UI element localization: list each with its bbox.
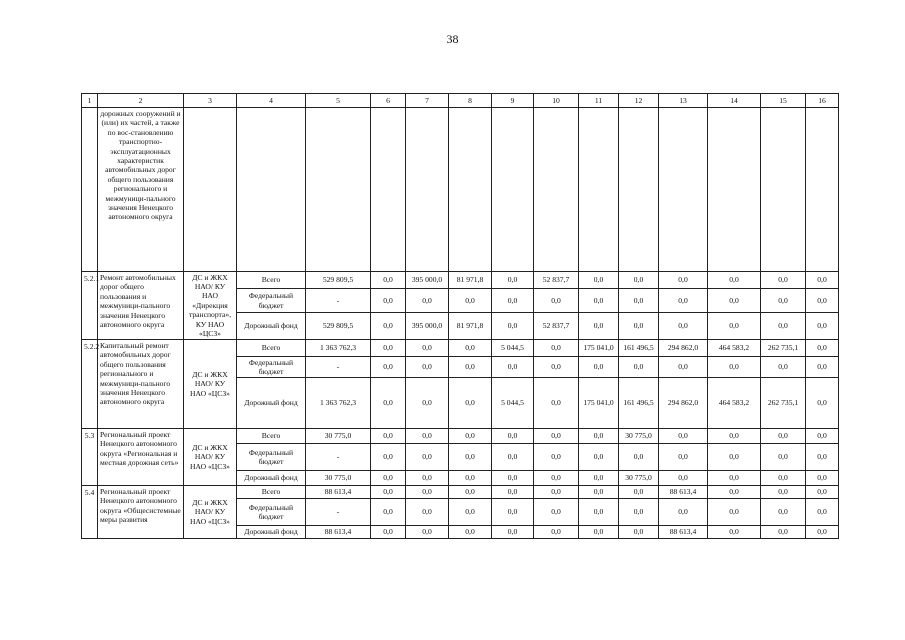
row-index: 5.4 xyxy=(82,486,98,539)
column-number-16: 16 xyxy=(806,94,839,108)
row-name: Ремонт автомобильных дорог общего пользования и межмуници-пального значения Ненецкого автономного округа xyxy=(98,272,184,340)
value-cell: 294 862,0 xyxy=(659,378,708,429)
table-row xyxy=(82,429,839,444)
value-cell: 0,0 xyxy=(406,289,449,313)
value-cell: 0,0 xyxy=(449,499,492,526)
value-cell: 0,0 xyxy=(406,444,449,471)
value-cell: 0,0 xyxy=(659,499,708,526)
column-number-12: 12 xyxy=(619,94,659,108)
table-body xyxy=(82,94,839,539)
value-cell: 0,0 xyxy=(619,313,659,340)
value-cell: 0,0 xyxy=(806,313,839,340)
value-cell: 0,0 xyxy=(579,357,619,378)
column-number-3: 3 xyxy=(184,94,237,108)
value-cell: 0,0 xyxy=(806,429,839,444)
value-cell: 0,0 xyxy=(761,499,806,526)
value-cell: 0,0 xyxy=(708,444,761,471)
value-cell: 161 496,5 xyxy=(619,378,659,429)
value-cell: 529 809,5 xyxy=(306,313,371,340)
value-cell: 0,0 xyxy=(708,429,761,444)
empty-cell xyxy=(492,108,534,272)
value-cell: 0,0 xyxy=(534,471,579,486)
value-cell: 0,0 xyxy=(619,486,659,499)
funding-source: Всего xyxy=(237,272,306,289)
funding-source: Дорожный фонд xyxy=(237,471,306,486)
empty-cell xyxy=(449,108,492,272)
value-cell: 0,0 xyxy=(534,444,579,471)
value-cell: 0,0 xyxy=(534,429,579,444)
value-cell: 464 583,2 xyxy=(708,340,761,357)
table-row xyxy=(82,486,839,499)
value-cell: 30 775,0 xyxy=(306,471,371,486)
value-cell: 88 613,4 xyxy=(306,486,371,499)
empty-cell xyxy=(659,108,708,272)
value-cell: 161 496,5 xyxy=(619,340,659,357)
column-number-1: 1 xyxy=(82,94,98,108)
value-cell: 0,0 xyxy=(708,289,761,313)
value-cell: 529 809,5 xyxy=(306,272,371,289)
value-cell: 0,0 xyxy=(449,357,492,378)
value-cell: 0,0 xyxy=(579,486,619,499)
value-cell: 0,0 xyxy=(371,499,406,526)
value-cell: 0,0 xyxy=(619,357,659,378)
column-number-11: 11 xyxy=(579,94,619,108)
value-cell: 0,0 xyxy=(761,471,806,486)
value-cell: 0,0 xyxy=(579,313,619,340)
continuation-text: дорожных сооружений и (или) их частей, а также по вос-становлению транспортно-эксплуатационных характеристик автомобильных дорог общего пользования регионального и межмуници-пального значения Ненецкого автономного округа xyxy=(98,108,184,272)
column-number-15: 15 xyxy=(761,94,806,108)
value-cell: - xyxy=(306,289,371,313)
value-cell: 0,0 xyxy=(806,486,839,499)
column-number-2: 2 xyxy=(98,94,184,108)
value-cell: 0,0 xyxy=(579,272,619,289)
value-cell: 5 044,5 xyxy=(492,378,534,429)
value-cell: 0,0 xyxy=(371,471,406,486)
value-cell: 0,0 xyxy=(708,471,761,486)
value-cell: 0,0 xyxy=(579,429,619,444)
value-cell: 0,0 xyxy=(806,499,839,526)
value-cell: 0,0 xyxy=(534,289,579,313)
value-cell: 0,0 xyxy=(371,289,406,313)
value-cell: 0,0 xyxy=(659,289,708,313)
value-cell: 0,0 xyxy=(708,486,761,499)
value-cell: 0,0 xyxy=(806,272,839,289)
row-executor: ДС и ЖКХ НАО/ КУ НАО «Дирекция транспорта», КУ НАО «ЦСЗ» xyxy=(184,272,237,340)
row-index: 5.3 xyxy=(82,429,98,486)
value-cell: 0,0 xyxy=(406,357,449,378)
value-cell: 0,0 xyxy=(579,526,619,539)
value-cell: 0,0 xyxy=(492,444,534,471)
value-cell: 0,0 xyxy=(534,499,579,526)
value-cell: 0,0 xyxy=(659,444,708,471)
funding-source: Всего xyxy=(237,429,306,444)
value-cell: 0,0 xyxy=(449,289,492,313)
value-cell: 0,0 xyxy=(371,444,406,471)
empty-cell xyxy=(82,108,98,272)
funding-source: Федеральный бюджет xyxy=(237,357,306,378)
value-cell: 0,0 xyxy=(708,272,761,289)
value-cell: 0,0 xyxy=(534,378,579,429)
value-cell: 0,0 xyxy=(406,526,449,539)
value-cell: 0,0 xyxy=(659,357,708,378)
value-cell: 0,0 xyxy=(492,289,534,313)
value-cell: 395 000,0 xyxy=(406,313,449,340)
value-cell: 30 775,0 xyxy=(619,471,659,486)
value-cell: 0,0 xyxy=(371,526,406,539)
continuation-row xyxy=(82,108,839,272)
value-cell: 30 775,0 xyxy=(619,429,659,444)
funding-source: Дорожный фонд xyxy=(237,378,306,429)
value-cell: 0,0 xyxy=(492,499,534,526)
row-name: Капитальный ремонт автомобильных дорог общего пользования регионального и межмуници-пального значения Ненецкого автономного округа xyxy=(98,340,184,429)
value-cell: - xyxy=(306,357,371,378)
value-cell: 0,0 xyxy=(619,444,659,471)
column-number-9: 9 xyxy=(492,94,534,108)
column-number-10: 10 xyxy=(534,94,579,108)
value-cell: 0,0 xyxy=(708,313,761,340)
funding-source: Федеральный бюджет xyxy=(237,444,306,471)
column-number-6: 6 xyxy=(371,94,406,108)
value-cell: 0,0 xyxy=(806,357,839,378)
value-cell: 0,0 xyxy=(449,340,492,357)
value-cell: 81 971,8 xyxy=(449,272,492,289)
value-cell: 0,0 xyxy=(659,471,708,486)
column-number-8: 8 xyxy=(449,94,492,108)
value-cell: 0,0 xyxy=(619,526,659,539)
value-cell: 0,0 xyxy=(449,526,492,539)
value-cell: 0,0 xyxy=(806,444,839,471)
value-cell: 0,0 xyxy=(761,272,806,289)
value-cell: 30 775,0 xyxy=(306,429,371,444)
page-number: 38 xyxy=(446,32,459,46)
funding-source: Всего xyxy=(237,486,306,499)
value-cell: 0,0 xyxy=(492,313,534,340)
value-cell: 0,0 xyxy=(492,429,534,444)
value-cell: 0,0 xyxy=(406,378,449,429)
value-cell: 0,0 xyxy=(806,378,839,429)
row-executor: ДС и ЖКХ НАО/ КУ НАО «ЦСЗ» xyxy=(184,486,237,539)
value-cell: 0,0 xyxy=(371,486,406,499)
value-cell: 88 613,4 xyxy=(306,526,371,539)
value-cell: 0,0 xyxy=(708,499,761,526)
value-cell: 262 735,1 xyxy=(761,340,806,357)
value-cell: 0,0 xyxy=(406,471,449,486)
budget-table xyxy=(81,93,839,539)
value-cell: 0,0 xyxy=(492,357,534,378)
row-executor: ДС и ЖКХ НАО/ КУ НАО «ЦСЗ» xyxy=(184,429,237,486)
funding-source: Федеральный бюджет xyxy=(237,289,306,313)
value-cell: 0,0 xyxy=(806,340,839,357)
value-cell: 0,0 xyxy=(708,526,761,539)
row-name: Региональный проект Ненецкого автономного округа «Региональная и местная дорожная сеть» xyxy=(98,429,184,486)
column-number-13: 13 xyxy=(659,94,708,108)
value-cell: 1 363 762,3 xyxy=(306,340,371,357)
value-cell: 0,0 xyxy=(406,486,449,499)
column-number-5: 5 xyxy=(306,94,371,108)
row-index: 5.2.1 xyxy=(82,272,98,340)
value-cell: 81 971,8 xyxy=(449,313,492,340)
value-cell: 464 583,2 xyxy=(708,378,761,429)
value-cell: - xyxy=(306,444,371,471)
value-cell: 175 041,0 xyxy=(579,378,619,429)
table-row xyxy=(82,340,839,357)
value-cell: 0,0 xyxy=(708,357,761,378)
value-cell: 0,0 xyxy=(619,289,659,313)
value-cell: 294 862,0 xyxy=(659,340,708,357)
value-cell: 0,0 xyxy=(761,289,806,313)
column-number-4: 4 xyxy=(237,94,306,108)
column-number-7: 7 xyxy=(406,94,449,108)
value-cell: 0,0 xyxy=(659,313,708,340)
value-cell: 0,0 xyxy=(659,272,708,289)
empty-cell xyxy=(619,108,659,272)
empty-cell xyxy=(761,108,806,272)
value-cell: 0,0 xyxy=(406,499,449,526)
value-cell: 52 837,7 xyxy=(534,272,579,289)
funding-source: Дорожный фонд xyxy=(237,313,306,340)
value-cell: 0,0 xyxy=(492,486,534,499)
value-cell: 0,0 xyxy=(761,526,806,539)
value-cell: 0,0 xyxy=(579,444,619,471)
empty-cell xyxy=(184,108,237,272)
table-row xyxy=(82,272,839,289)
value-cell: 1 363 762,3 xyxy=(306,378,371,429)
value-cell: 0,0 xyxy=(761,444,806,471)
value-cell: 0,0 xyxy=(371,378,406,429)
value-cell: 0,0 xyxy=(579,499,619,526)
value-cell: 0,0 xyxy=(371,340,406,357)
value-cell: 5 044,5 xyxy=(492,340,534,357)
value-cell: 395 000,0 xyxy=(406,272,449,289)
value-cell: 0,0 xyxy=(534,340,579,357)
value-cell: 52 837,7 xyxy=(534,313,579,340)
empty-cell xyxy=(406,108,449,272)
value-cell: 0,0 xyxy=(449,486,492,499)
value-cell: 0,0 xyxy=(492,272,534,289)
empty-cell xyxy=(708,108,761,272)
funding-source: Федеральный бюджет xyxy=(237,499,306,526)
column-number-row xyxy=(82,94,839,108)
row-name: Региональный проект Ненецкого автономного округа «Общесистемные меры развития xyxy=(98,486,184,539)
value-cell: 0,0 xyxy=(761,313,806,340)
empty-cell xyxy=(237,108,306,272)
value-cell: 0,0 xyxy=(534,357,579,378)
value-cell: - xyxy=(306,499,371,526)
funding-source: Всего xyxy=(237,340,306,357)
value-cell: 0,0 xyxy=(806,289,839,313)
value-cell: 0,0 xyxy=(371,313,406,340)
value-cell: 0,0 xyxy=(659,429,708,444)
value-cell: 0,0 xyxy=(806,526,839,539)
value-cell: 0,0 xyxy=(449,429,492,444)
value-cell: 0,0 xyxy=(492,526,534,539)
value-cell: 0,0 xyxy=(449,471,492,486)
empty-cell xyxy=(806,108,839,272)
value-cell: 0,0 xyxy=(806,471,839,486)
value-cell: 0,0 xyxy=(371,272,406,289)
empty-cell xyxy=(579,108,619,272)
value-cell: 0,0 xyxy=(371,357,406,378)
value-cell: 175 041,0 xyxy=(579,340,619,357)
value-cell: 0,0 xyxy=(761,357,806,378)
value-cell: 0,0 xyxy=(579,289,619,313)
value-cell: 0,0 xyxy=(534,526,579,539)
column-number-14: 14 xyxy=(708,94,761,108)
row-executor: ДС и ЖКХ НАО/ КУ НАО «ЦСЗ» xyxy=(184,340,237,429)
value-cell: 88 613,4 xyxy=(659,526,708,539)
value-cell: 0,0 xyxy=(406,429,449,444)
value-cell: 0,0 xyxy=(492,471,534,486)
value-cell: 0,0 xyxy=(619,272,659,289)
value-cell: 0,0 xyxy=(449,444,492,471)
empty-cell xyxy=(534,108,579,272)
value-cell: 0,0 xyxy=(534,486,579,499)
value-cell: 262 735,1 xyxy=(761,378,806,429)
row-index: 5.2.2 xyxy=(82,340,98,429)
empty-cell xyxy=(371,108,406,272)
value-cell: 0,0 xyxy=(406,340,449,357)
empty-cell xyxy=(306,108,371,272)
value-cell: 0,0 xyxy=(761,486,806,499)
funding-source: Дорожный фонд xyxy=(237,526,306,539)
value-cell: 0,0 xyxy=(371,429,406,444)
value-cell: 0,0 xyxy=(579,471,619,486)
value-cell: 88 613,4 xyxy=(659,486,708,499)
value-cell: 0,0 xyxy=(619,499,659,526)
value-cell: 0,0 xyxy=(761,429,806,444)
value-cell: 0,0 xyxy=(449,378,492,429)
